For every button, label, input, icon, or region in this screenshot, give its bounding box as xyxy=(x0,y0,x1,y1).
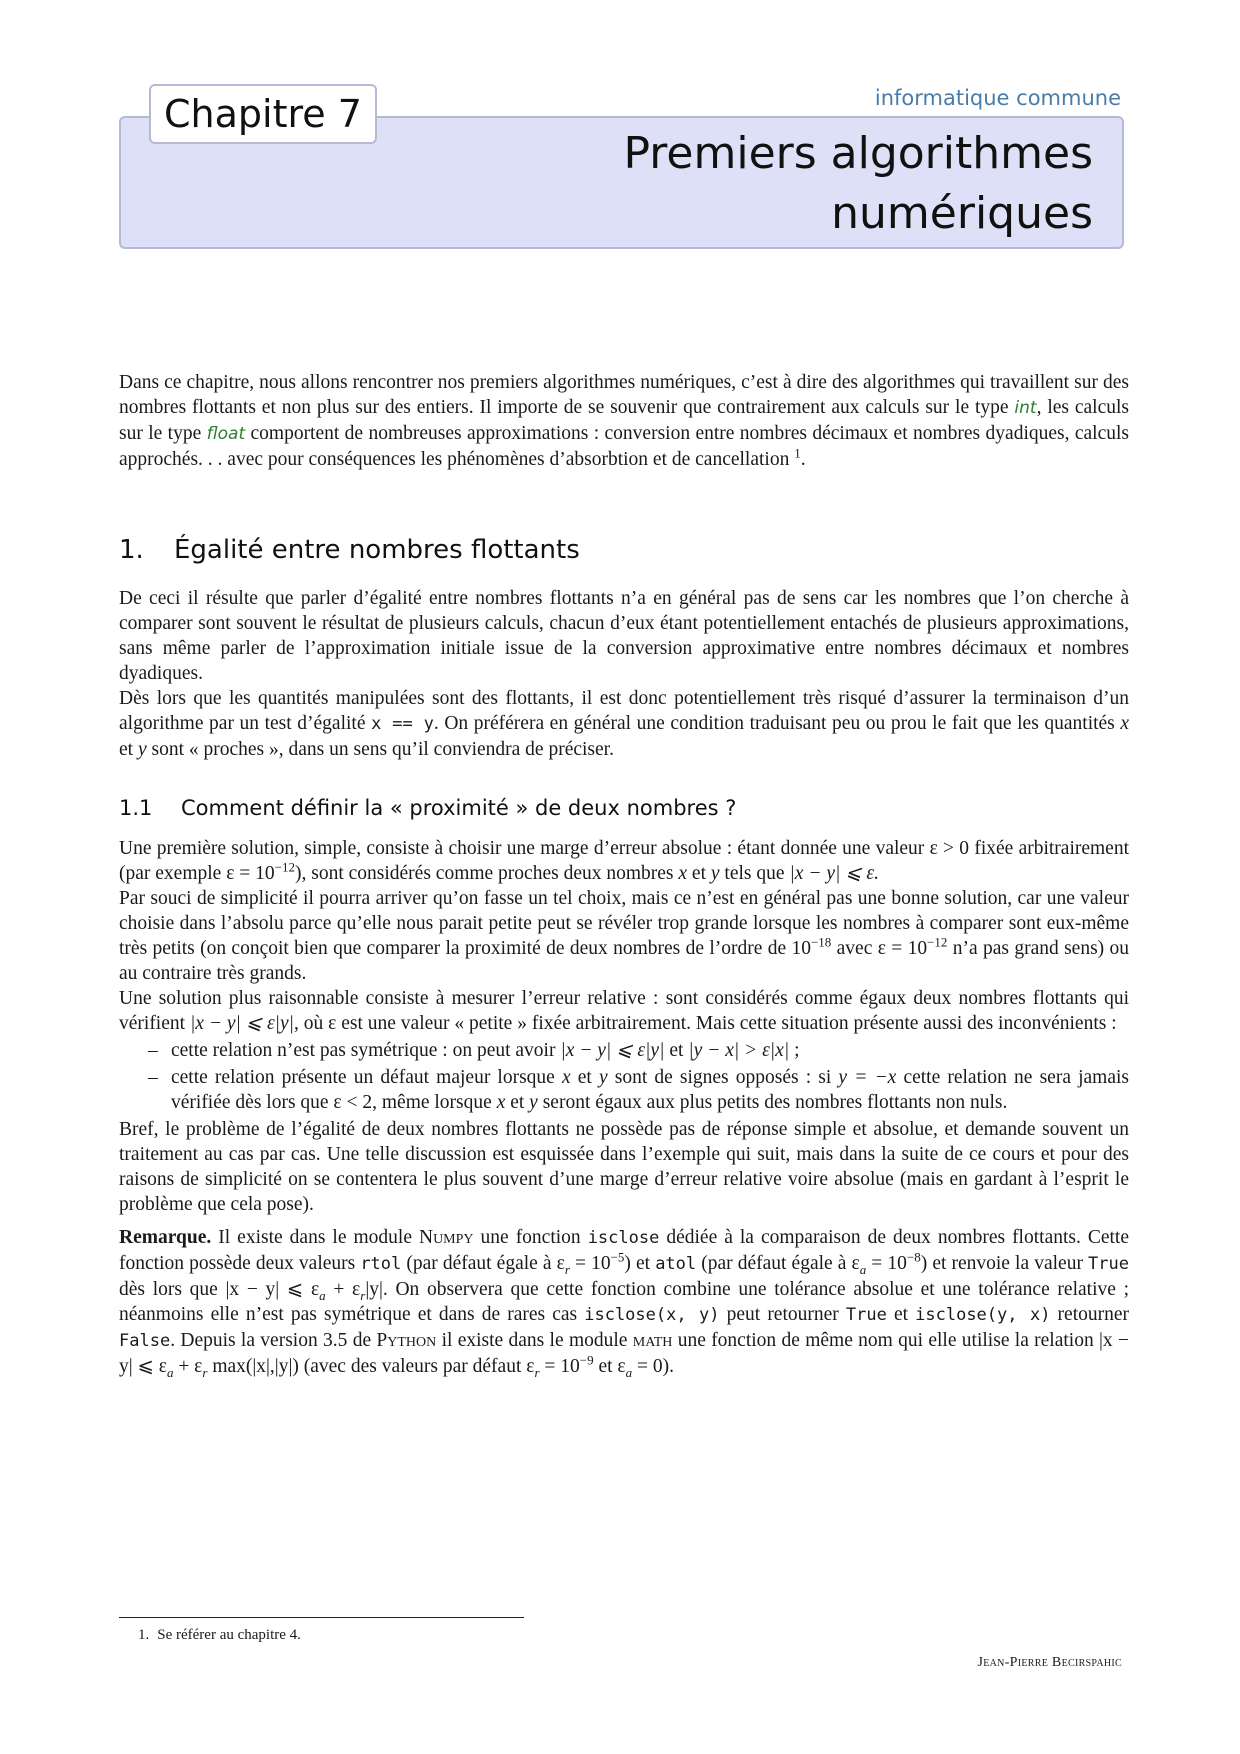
remark-paragraph: Remarque. Il existe dans le module Numpy une fonction isclose dédiée à la comparaison de deux nombres flottants. Cette fonction possède deux valeurs rtol (par défaut égale à $\varepsilon_r = 10^{-5}$) et atol (par défaut égale à $\varepsilon_a = 10^{-8}$) et renvoie la valeur True dès lors que |x − y| ⩽ $\varepsilon_a + \varepsilon_r|y|$. On observera que cette fonction combine une tolérance absolue et une tolérance relative ; néanmoins elle n’est pas symétrique et dans de rares cas isclose(x, y) peut retourner True et isclose(y, x) retourner False. Depuis la version 3.5 de Python il existe dans le module math une fonction de même nom qui elle utilise la relation |x − y| ⩽ $\varepsilon_a + \varepsilon_r$ max(|x|,|y|) (avec des valeurs par défaut $\varepsilon_r = 10^{-9}$ et $\varepsilon_a = 0$). xyxy=(119,1227,1130,1380)
footnote-ref[interactable]: 1 xyxy=(794,445,801,461)
section-1-para-2: Dès lors que les quantités manipulées sont des flottants, il est donc potentiellement très risqué d’assurer la terminaison d’un algorithme par un test d’égalité x == y. On préférera en général une condition traduisant peu ou prou le fait que les quantités x et y sont « proches », dans un sens qu’il conviendra de préciser. xyxy=(119,688,1130,760)
section-1-1-para-2: Par souci de simplicité il pourra arriver qu’on fasse un tel choix, mais ce n’est en général pas une bonne solution, car une valeur choisie dans l’absolu parce qu’elle nous parait petite peut se révéler trop grande lorsque les nombres à comparer sont eux-même très petits (on conçoit bien que comparer la proximité de deux nombres de l’ordre de $10^{-18}$ avec $\varepsilon = 10^{-12}$ n’a pas grand sens) ou au contraire très grands. xyxy=(119,888,1129,984)
footnote: 1. Se référer au chapitre 4. xyxy=(138,1627,301,1643)
section-1-para-1: De ceci il résulte que parler d’égalité entre nombres flottants n’a en général pas de sens car les nombres que l’on cherche à comparer sont souvent le résultat de plusieurs calculs, chacun d’eux étant potentiellement entachés de plusieurs approximations, sans même parler de l’approximation initiale issue de la conversion approximative entre nombres décimaux et nombres dyadiques. xyxy=(119,588,1129,684)
chapter-title-line1: Premiers algorithmes xyxy=(623,128,1093,179)
chapter-title xyxy=(493,124,1093,244)
section-heading-1: 1. Égalité entre nombres flottants xyxy=(119,535,580,565)
footnote-rule xyxy=(119,1617,524,1618)
remark-label: Remarque. xyxy=(119,1227,212,1248)
section-1-body xyxy=(119,586,1129,762)
keyword-float: float xyxy=(206,424,246,444)
author-name: Jean-Pierre Becirspahic xyxy=(977,1655,1122,1670)
section-1-1-body xyxy=(119,836,1129,1379)
chapter-category: informatique commune xyxy=(874,86,1121,110)
keyword-int: int xyxy=(1014,398,1037,418)
section-heading-1-1: 1.1 Comment définir la « proximité » de deux nombres ? xyxy=(119,796,737,820)
section-1-1-para-4: Bref, le problème de l’égalité de deux nombres flottants ne possède pas de réponse simple et absolue, et demande souvent un traitement au cas par cas. Une telle discussion est esquissée dans l’exemple qui suit, mais dans la suite de ce cours et pour des raisons de simplicité on se contentera le plus souvent d’une marge d’erreur relative voire absolue (mais en gardant à l’esprit le problème que cela pose). xyxy=(119,1119,1129,1215)
chapter-label: Chapitre 7 xyxy=(149,84,377,144)
intro-paragraph: Dans ce chapitre, nous allons rencontrer nos premiers algorithmes numériques, c’est à dire des algorithmes qui travaillent sur des nombres flottants et non plus sur des entiers. Il importe de se souvenir que contrairement aux calculs sur le type int, les calculs sur le type float comportent de nombreuses approximations : conversion entre nombres décimaux et nombres dyadiques, calculs approchés. . . avec pour conséquences les phénomènes d’absorbtion et de cancellation $^1$. xyxy=(119,372,1129,470)
drawbacks-list xyxy=(119,1038,1129,1115)
list-item: – cette relation présente un défaut majeur lorsque x et y sont de signes opposés : si y = −x cette relation ne sera jamais vérifiée dès lors que ε < 2, même lorsque x et y seront égaux aux plus petits des nombres flottants non nuls. xyxy=(171,1065,1129,1115)
chapter-title-line2: numériques xyxy=(831,188,1093,239)
section-1-1-para-1: Une première solution, simple, consiste à choisir une marge d’erreur absolue : étant donnée une valeur ε > 0 fixée arbitrairement (par exemple $\varepsilon = 10^{-12}$), sont considérés comme proches deux nombres x et y tels que |x − y| ⩽ ε. xyxy=(119,838,1130,884)
list-item: – cette relation n’est pas symétrique : on peut avoir |x − y| ⩽ ε|y| et |y − x| > ε|x| ; xyxy=(171,1038,1129,1063)
section-1-1-para-3: Une solution plus raisonnable consiste à mesurer l’erreur relative : sont considérés comme égaux deux nombres flottants qui vérifient |x − y| ⩽ ε|y|, où ε est une valeur « petite » fixée arbitrairement. Mais cette situation présente aussi des inconvénients : xyxy=(119,988,1129,1034)
